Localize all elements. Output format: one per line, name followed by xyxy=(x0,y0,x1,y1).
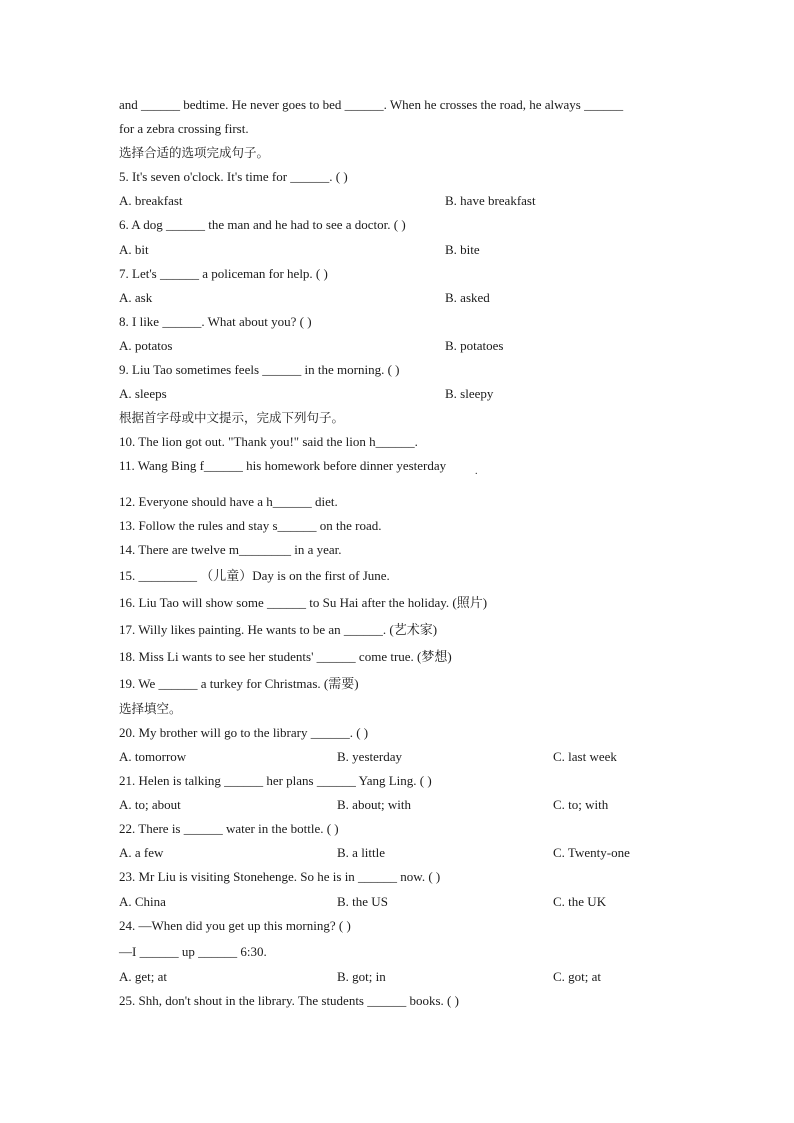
item-17: 17. Willy likes painting. He wants to be an ______. (艺术家) xyxy=(119,621,438,637)
option-b: B. got; in xyxy=(337,968,386,984)
item-14: 14. There are twelve m________ in a year. xyxy=(119,541,342,557)
question-9: 9. Liu Tao sometimes feels ______ in the morning. ( ) xyxy=(119,362,400,378)
options-7 xyxy=(119,286,679,310)
option-b: B. the US xyxy=(337,893,388,909)
options-8 xyxy=(119,334,679,358)
option-a: A. ask xyxy=(119,289,153,305)
question-24: 24. —When did you get up this morning? ( ) xyxy=(119,917,351,933)
option-a: A. China xyxy=(119,893,166,909)
item-16: 16. Liu Tao will show some ______ to Su Hai after the holiday. (照片) xyxy=(119,594,488,610)
item-15: 15. _________ （儿童）Day is on the first of June. xyxy=(119,567,390,583)
intro-line-1: and ______ bedtime. He never goes to bed ______. When he crosses the road, he always ______ xyxy=(119,97,624,112)
worksheet-page xyxy=(119,93,679,1013)
section-heading-fill: 选择填空。 xyxy=(119,700,182,716)
option-b: B. a little xyxy=(337,845,386,861)
option-a: A. tomorrow xyxy=(119,748,187,764)
option-b: B. have breakfast xyxy=(445,193,536,209)
option-c: C. the UK xyxy=(553,893,607,909)
option-c: C. got; at xyxy=(553,968,602,984)
option-b: B. yesterday xyxy=(337,748,402,764)
option-a: A. get; at xyxy=(119,968,168,984)
item-13: 13. Follow the rules and stay s______ on the road. xyxy=(119,517,382,533)
option-a: A. a few xyxy=(119,845,164,861)
question-5: 5. It's seven o'clock. It's time for ______. ( ) xyxy=(119,169,348,185)
option-b: B. about; with xyxy=(337,797,412,813)
item-18: 18. Miss Li wants to see her students' ______ come true. (梦想) xyxy=(119,648,452,664)
option-b: B. asked xyxy=(445,289,490,305)
item-11-text: 11. Wang Bing f______ his homework before dinner yesterday xyxy=(119,458,447,474)
options-6 xyxy=(119,238,679,262)
question-7: 7. Let's ______ a policeman for help. ( ) xyxy=(119,265,328,281)
option-c: C. last week xyxy=(553,748,617,764)
item-11 xyxy=(119,454,679,478)
option-a: A. breakfast xyxy=(119,193,183,209)
question-6: 6. A dog ______ the man and he had to see a doctor. ( ) xyxy=(119,217,406,233)
intro-line-2: for a zebra crossing first. xyxy=(119,121,249,137)
option-a: A. to; about xyxy=(119,797,181,813)
option-b: B. potatoes xyxy=(445,337,504,353)
options-23 xyxy=(119,890,679,914)
options-24 xyxy=(119,965,679,989)
stray-dot: . xyxy=(475,466,478,478)
options-21 xyxy=(119,793,679,817)
option-b: B. bite xyxy=(445,241,480,257)
option-b: B. sleepy xyxy=(445,386,494,402)
question-22: 22. There is ______ water in the bottle. ( ) xyxy=(119,821,339,837)
question-8: 8. I like ______. What about you? ( ) xyxy=(119,313,312,329)
item-12: 12. Everyone should have a h______ diet. xyxy=(119,493,338,509)
question-25: 25. Shh, don't shout in the library. The students ______ books. ( ) xyxy=(119,992,459,1008)
option-a: A. bit xyxy=(119,241,149,257)
option-a: A. potatos xyxy=(119,337,173,353)
question-21: 21. Helen is talking ______ her plans ______ Yang Ling. ( ) xyxy=(119,773,432,789)
item-19: 19. We ______ a turkey for Christmas. (需要) xyxy=(119,675,359,691)
option-c: C. to; with xyxy=(553,797,609,813)
options-22 xyxy=(119,841,679,865)
option-a: A. sleeps xyxy=(119,386,167,402)
section-heading-choose: 选择合适的选项完成句子。 xyxy=(119,145,270,161)
option-c: C. Twenty-one xyxy=(553,845,630,861)
question-23: 23. Mr Liu is visiting Stonehenge. So he is in ______ now. ( ) xyxy=(119,869,441,885)
section-heading-complete: 根据首字母或中文提示，完成下列句子。 xyxy=(119,410,345,426)
question-20: 20. My brother will go to the library ______. ( ) xyxy=(119,724,369,740)
options-5 xyxy=(119,189,679,213)
question-24-reply: —I ______ up ______ 6:30. xyxy=(119,943,267,959)
options-9 xyxy=(119,382,679,406)
item-10: 10. The lion got out. "Thank you!" said the lion h______. xyxy=(119,434,418,450)
options-20 xyxy=(119,745,679,769)
